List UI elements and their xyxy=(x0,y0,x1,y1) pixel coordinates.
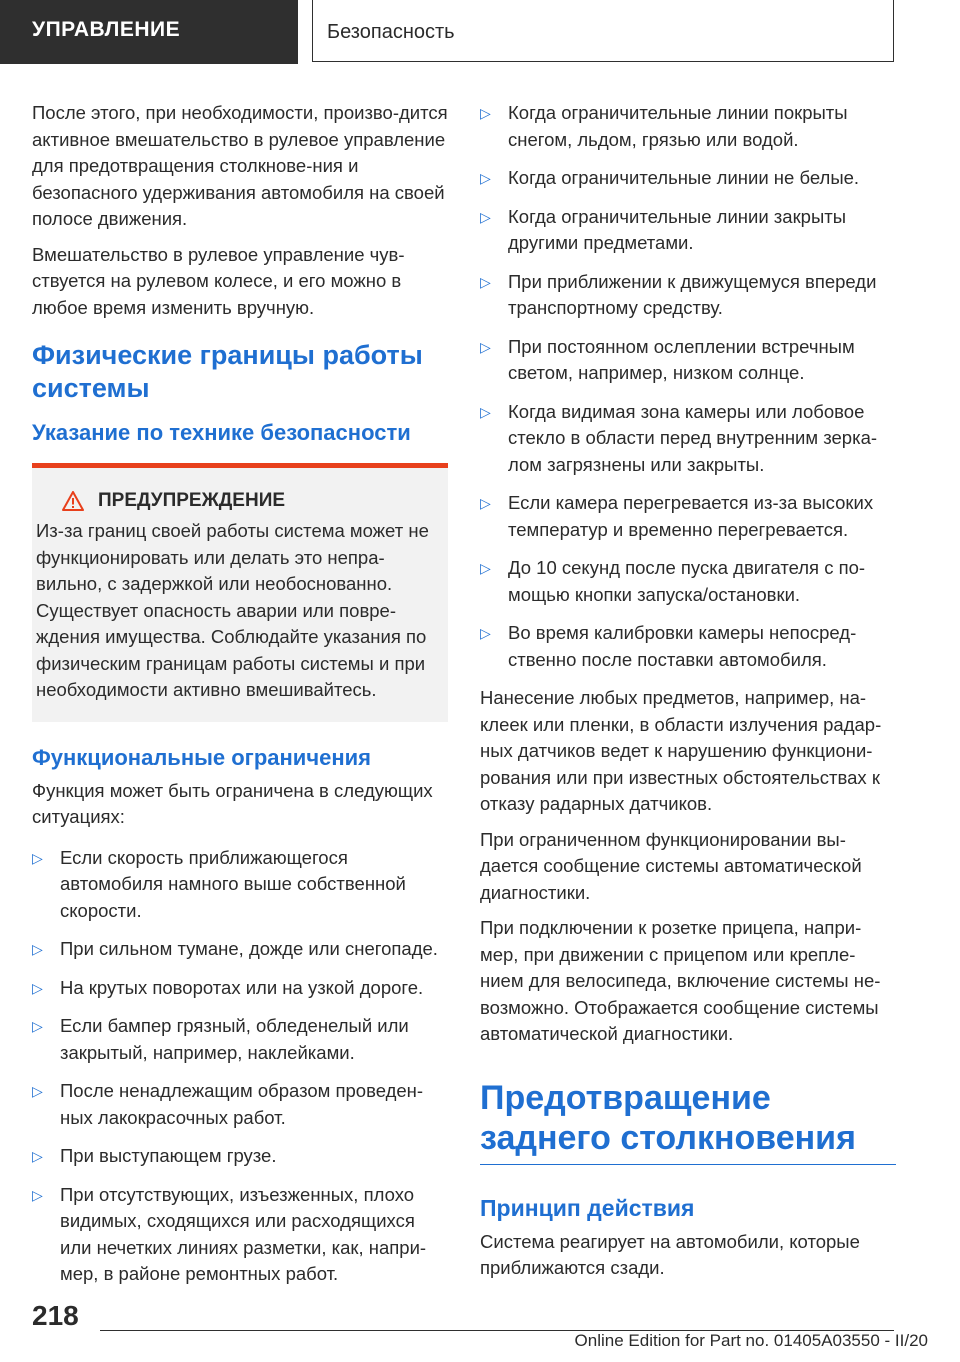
bullet-triangle-icon: ▷ xyxy=(480,495,491,511)
left-column xyxy=(32,100,448,1300)
list-item: ▷ При постоянном ослеплении встречным светом, например, низком солнце. xyxy=(480,335,855,383)
bullet-triangle-icon: ▷ xyxy=(32,1083,43,1099)
bullet-triangle-icon: ▷ xyxy=(32,941,43,957)
paragraph: Нанесение любых предметов, например, на-клеек или пленки, в области излучения радар-ных датчиков ведет к нарушению функциони-рования или при известных обстоятельствах к отказу радарных датчиков. xyxy=(480,687,882,814)
list-item: ▷ Когда ограничительные линии не белые. xyxy=(480,165,896,192)
paragraph: Вмешательство в рулевое управление чув-ствуется на рулевом колесе, и его можно в любое время изменить вручную. xyxy=(32,243,405,318)
list-item: ▷ На крутых поворотах или на узкой дороге. xyxy=(32,975,448,1002)
bullet-triangle-icon: ▷ xyxy=(480,560,491,576)
list-item: ▷ Если камера перегревается из-за высоких температур и временно перегревается. xyxy=(480,492,874,540)
bullet-triangle-icon: ▷ xyxy=(32,849,43,866)
bullet-triangle-icon: ▷ xyxy=(480,338,491,355)
right-column xyxy=(480,100,896,1291)
heading-safety-note: Указание по технике безопасности xyxy=(32,420,411,445)
bullet-triangle-icon: ▷ xyxy=(32,1018,43,1034)
limits-list xyxy=(32,845,448,1288)
paragraph: Функция может быть ограничена в следующих ситуациях: xyxy=(32,779,433,827)
heading-principle: Принцип действия xyxy=(480,1194,695,1221)
bullet-triangle-icon: ▷ xyxy=(480,273,491,290)
warning-box xyxy=(32,463,448,722)
bullet-triangle-icon: ▷ xyxy=(480,403,491,420)
warning-text: Из-за границ своей работы система может не функционировать или делать это непра-вильно, с задержкой или необоснованно. Существует опасность аварии или повре-ждения имущества. Соблюдайте указания по физическим границам работы системы и при необходимости активно вмешивайтесь. xyxy=(36,520,429,700)
list-item: ▷ Если скорость приближающегося автомобиля намного выше собственной скорости. xyxy=(32,846,406,921)
list-item: ▷ При отсутствующих, изъезженных, плохо видимых, сходящихся или расходящихся или нечетких линиях разметки, как, напри-мер, в районе ремонтных работ. xyxy=(32,1183,427,1284)
paragraph: После этого, при необходимости, произво-дится активное вмешательство в рулевое управление для предотвращения столкнове-ния и безопасного удерживания автомобиля на своей полосе движения. xyxy=(32,102,448,229)
heading-rear-collision: Предотвращение заднего столкновения xyxy=(480,1078,896,1165)
bullet-triangle-icon: ▷ xyxy=(480,105,491,121)
footer-edition: Online Edition for Part no. 01405A03550 - II/20 xyxy=(574,1331,928,1350)
list-item: ▷ Во время калибровки камеры непосред-ственно после поставки автомобиля. xyxy=(480,622,857,670)
bullet-triangle-icon: ▷ xyxy=(480,625,491,641)
list-item: ▷ После ненадлежащим образом проведен-ных лакокрасочных работ. xyxy=(32,1080,424,1128)
limits-list-continued xyxy=(480,100,896,673)
header-chapter-label: Безопасность xyxy=(327,21,455,43)
list-item: ▷ Когда ограничительные линии покрыты снегом, льдом, грязью или водой. xyxy=(480,102,848,150)
bullet-triangle-icon: ▷ xyxy=(480,208,491,225)
header-chapter-tab xyxy=(312,0,894,62)
warning-triangle-icon xyxy=(62,491,84,511)
heading-system-limits: Физические границы работы системы xyxy=(32,340,423,403)
list-item: ▷ До 10 секунд после пуска двигателя с по-мощью кнопки запуска/остановки. xyxy=(480,557,866,605)
list-item: ▷ При приближении к движущемуся впереди транспортному средству. xyxy=(480,270,877,318)
warning-title-text: ПРЕДУПРЕЖДЕНИЕ xyxy=(98,490,286,511)
bullet-triangle-icon: ▷ xyxy=(480,170,491,186)
heading-functional-limits: Функциональные ограничения xyxy=(32,744,371,770)
list-item: ▷ Когда видимая зона камеры или лобовое стекло в области перед внутренним зерка-лом загрязнены или закрыты. xyxy=(480,400,878,475)
list-item: ▷ Когда ограничительные линии закрыты другими предметами. xyxy=(480,205,847,253)
bullet-triangle-icon: ▷ xyxy=(32,979,43,996)
paragraph: Система реагирует на автомобили, которые приближаются сзади. xyxy=(480,1230,860,1278)
list-item: ▷ Если бампер грязный, обледенелый или закрытый, например, наклейками. xyxy=(32,1015,409,1063)
header-section-label: УПРАВЛЕНИЕ xyxy=(32,18,181,41)
bullet-triangle-icon: ▷ xyxy=(32,1148,43,1164)
paragraph: При ограниченном функционировании вы-дается сообщение системы автоматической диагностики. xyxy=(480,828,862,903)
page-number: 218 xyxy=(32,1300,79,1331)
bullet-triangle-icon: ▷ xyxy=(32,1186,43,1203)
header-section-tab xyxy=(0,0,298,64)
list-item: ▷ При выступающем грузе. xyxy=(32,1143,448,1170)
paragraph: При подключении к розетке прицепа, напри-мер, при движении с прицепом или крепле-нием для велосипеда, включение системы не-возможно. Отображается сообщение системы автоматической диагностики. xyxy=(480,917,881,1044)
warning-title xyxy=(36,490,444,512)
list-item: ▷ При сильном тумане, дожде или снегопаде. xyxy=(32,936,448,963)
